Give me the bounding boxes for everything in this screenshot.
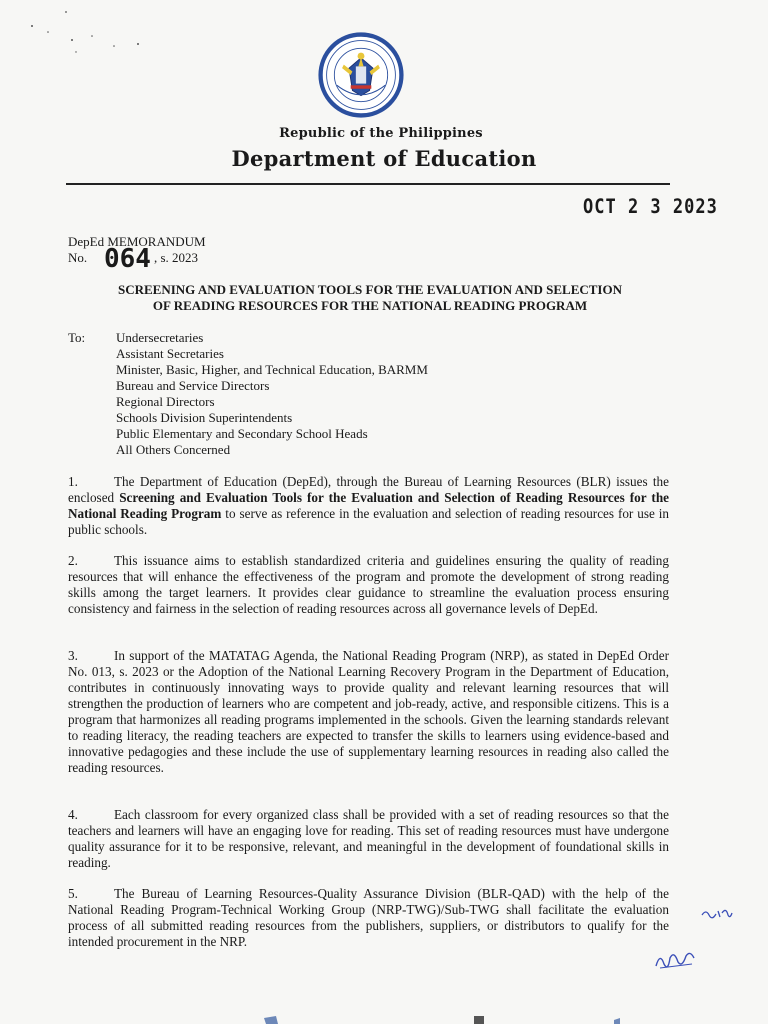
memo-no-label: No. bbox=[68, 250, 88, 265]
handwritten-signature-icon bbox=[652, 946, 698, 972]
paragraph-1 bbox=[68, 474, 669, 538]
subject-line-1: SCREENING AND EVALUATION TOOLS FOR THE EVALUATION AND SELECTION bbox=[117, 282, 622, 297]
paragraph-number: 1. bbox=[68, 474, 78, 489]
paragraph-4 bbox=[68, 807, 669, 871]
department-heading: Department of Education bbox=[231, 146, 537, 171]
handwritten-initial-icon bbox=[700, 905, 734, 923]
paragraph-text: In support of the MATATAG Agenda, the National Reading Program (NRP), as stated in DepEd Order No. 013, s. 2023 or the Adoption of the National Learning Recovery Program in the Department of Education, contributes in continuously innovating ways to provide quality and relevant learning resources that will strengthen the production of learners who are competent and job-ready, active, and responsible citizens. This is a program that harmonizes all reading programs implemented in the schools. Given the learning standards relevant to reading literacy, the reading teachers are expected to transfer the skills to learners using evidence-based and innovative pedagogies and these include the use of supplementary learning resources in reading also called the reading resources. bbox=[68, 648, 669, 775]
paragraph-5 bbox=[68, 886, 669, 950]
recipient-item: All Others Concerned bbox=[116, 442, 231, 457]
paragraph-number: 3. bbox=[68, 648, 78, 663]
deped-seal-icon bbox=[318, 32, 404, 118]
paragraph-3 bbox=[68, 648, 669, 776]
memo-series: , s. 2023 bbox=[154, 250, 199, 265]
date-stamp: OCT 2 3 2023 bbox=[583, 195, 718, 219]
recipient-item: Bureau and Service Directors bbox=[116, 378, 270, 393]
paragraph-2 bbox=[68, 553, 669, 617]
recipient-item: Undersecretaries bbox=[116, 330, 204, 345]
recipient-item: Assistant Secretaries bbox=[116, 346, 224, 361]
to-label: To: bbox=[68, 330, 86, 345]
recipient-item: Schools Division Superintendents bbox=[116, 410, 293, 425]
paragraph-text: to serve as reference in the evaluation and selection of reading resources for use in public schools. bbox=[68, 506, 669, 537]
subject-line-2: OF READING RESOURCES FOR THE NATIONAL READING PROGRAM bbox=[152, 298, 588, 313]
scan-bottom-marks bbox=[0, 1004, 768, 1024]
memo-number-line bbox=[68, 244, 199, 274]
recipient-item: Public Elementary and Secondary School Heads bbox=[116, 426, 368, 441]
republic-heading: Republic of the Philippines bbox=[279, 126, 483, 141]
header-divider bbox=[66, 183, 670, 185]
paragraph-number: 5. bbox=[68, 886, 78, 901]
recipient-list bbox=[116, 330, 428, 458]
recipient-item: Regional Directors bbox=[116, 394, 215, 409]
paragraph-text: The Bureau of Learning Resources-Quality Assurance Division (BLR-QAD) with the help of the National Reading Program-Technical Working Group (NRP-TWG)/Sub-TWG shall facilitate the evaluation process of all submitted reading resources from the publishers, suppliers, or distributors to qualify for the intended procurement in the NRP. bbox=[68, 886, 669, 949]
paragraph-number: 4. bbox=[68, 807, 78, 822]
memo-number: 064 bbox=[104, 244, 151, 274]
paragraph-text: This issuance aims to establish standardized criteria and guidelines ensuring the quality of reading resources that will enhance the effectiveness of the program and promote the development of strong reading skills among the target learners. It provides clear guidance to streamline the evaluation process ensuring consistency and fairness in the selection of reading resources across all governance levels of DepEd. bbox=[68, 553, 669, 616]
paragraph-text: Each classroom for every organized class shall be provided with a set of reading resources so that the teachers and learners will have an engaging love for reading. This set of reading resources must have undergone quality assurance for it to be responsive, relevant, and meaningful in the development of foundational skills in reading. bbox=[68, 807, 669, 870]
memo-heading: DepEd MEMORANDUM bbox=[68, 234, 206, 249]
scan-specks bbox=[20, 6, 150, 56]
paragraph-number: 2. bbox=[68, 553, 78, 568]
recipient-item: Minister, Basic, Higher, and Technical Education, BARMM bbox=[116, 362, 428, 377]
paragraph-text: The Department of Education (DepEd), through the Bureau of Learning Resources (BLR) issues the enclosed bbox=[68, 474, 669, 505]
memo-subject bbox=[68, 282, 672, 314]
paragraph-bold-title: Screening and Evaluation Tools for the Evaluation and Selection of Reading Resources for the National Reading Program bbox=[68, 490, 670, 521]
